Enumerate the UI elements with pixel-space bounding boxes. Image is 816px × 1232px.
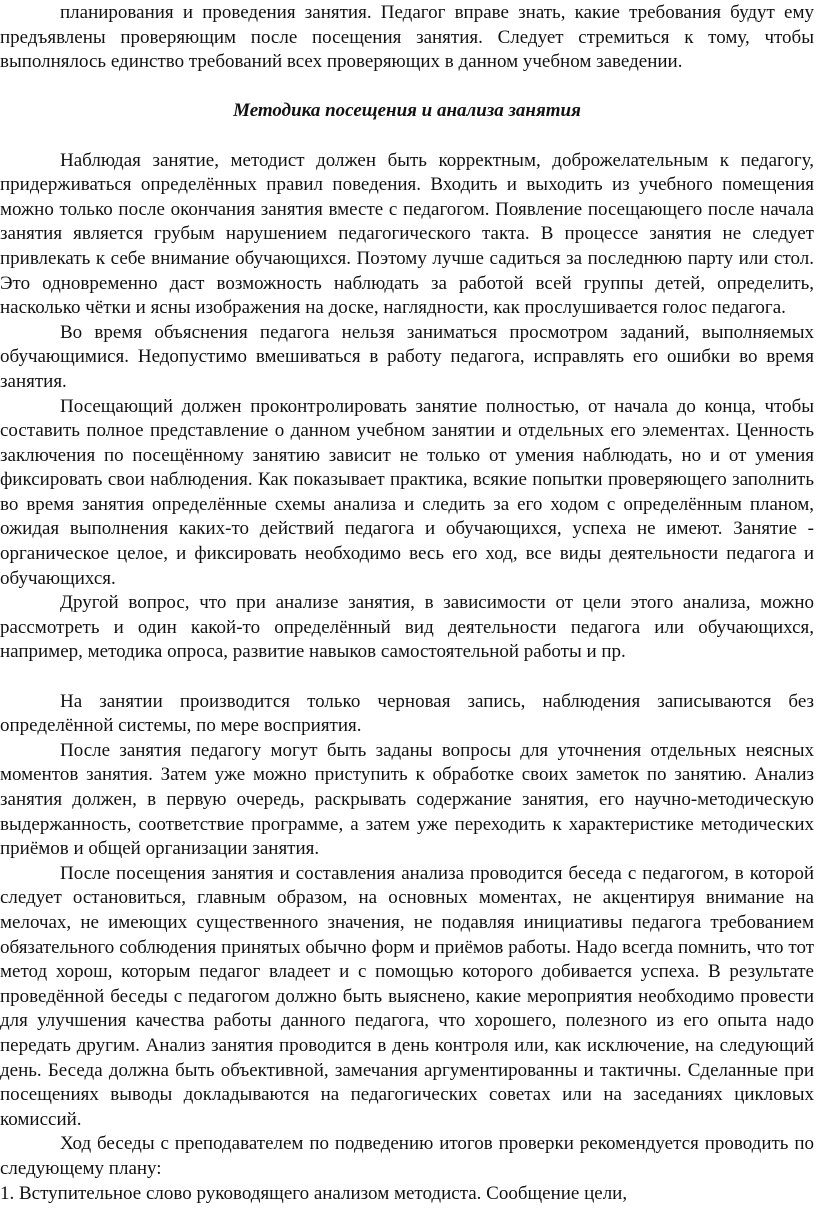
paragraph-observing-conduct: Наблюдая занятие, методист должен быть корректным, доброжелательным к педагогу, придерживаться определённых правил поведения. Входить и выходить из учебного помещения можно только после окончания занятия вместе с педагогом. Появление посещающего после начала занятия является грубым нарушением педагогического такта. В процессе занятия не следует привлекать к себе внимание обучающихся. Поэтому лучше садиться за последнюю парту или стол. Это одновременно даст возможность наблюдать за работой всей группы детей, определить, насколько чётки и ясны изображения на доске, наглядности, как прослушивается голос педагога. [0, 149, 814, 319]
spacer [0, 665, 814, 690]
intro-paragraph: планирования и проведения занятия. Педагог вправе знать, какие требования будут ему предъявлены проверяющим после посещения занятия. Следует стремиться к тому, чтобы выполнялось единство требований всех проверяющих в данном учебном заведении. [0, 2, 814, 73]
paragraph-conversation-plan: Ход беседы с преподавателем по подведению итогов проверки рекомендуется проводить по следующему плану: [0, 1133, 814, 1179]
paragraph-after-lesson: После занятия педагогу могут быть заданы вопросы для уточнения отдельных неясных моментов занятия. Затем уже можно приступить к обработке своих заметок по занятию. Анализ занятия должен, в первую очередь, раскрывать содержание занятия, его научно-методическую выдержанность, соответствие программе, а затем уже переходить к характеристике методических приёмов и общей организации занятия. [0, 739, 814, 860]
list-item-1: 1. Вступительное слово руководящего анализом методиста. Сообщение цели, [0, 1182, 628, 1204]
spacer [0, 75, 814, 100]
paragraph-other-question: Другой вопрос, что при анализе занятия, в зависимости от цели этого анализа, можно рассмотреть и один какой-то определённый вид деятельности педагога или обучающихся, например, методика опроса, развитие навыков самостоятельной работы и пр. [0, 592, 814, 663]
paragraph-full-control: Посещающий должен проконтролировать занятие полностью, от начала до конца, чтобы составить полное представление о данном учебном занятии и отдельных его элементах. Ценность заключения по посещённому занятию зависит не только от умения наблюдать, но и от умения фиксировать свои наблюдения. Как показывает практика, всякие попытки проверяющего заполнить во время занятия определённые схемы анализа и следить за его ходом с определённым планом, ожидая выполнения каких-то действий педагога и обучающихся, успеха не имеют. Занятие - органическое целое, и фиксировать необходимо весь его ход, все виды деятельности педагога и обучающихся. [0, 395, 814, 589]
paragraph-explanation-time: Во время объяснения педагога нельзя заниматься просмотром заданий, выполняемых обучающимися. Недопустимо вмешиваться в работу педагога, исправлять его ошибки во время занятия. [0, 321, 814, 392]
section-heading: Методика посещения и анализа занятия [233, 100, 581, 122]
paragraph-draft-notes: На занятии производится только черновая запись, наблюдения записываются без определённой системы, по мере восприятия. [0, 690, 814, 737]
paragraph-conversation: После посещения занятия и составления анализа проводится беседа с педагогом, в которой следует остановиться, главным образом, на основных моментах, не акцентируя внимание на мелочах, не имеющих существенного значения, не подавляя инициативы педагога требованием обязательного соблюдения принятых обычно форм и приёмов работы. Надо всегда помнить, что тот метод хорош, которым педагог владеет и с помощью которого добивается успеха. В результате проведённой беседы с педагогом должно быть выяснено, какие мероприятия необходимо провести для улучшения качества работы данного педагога, что хорошего, полезного из его опыта надо передать другим. Анализ занятия проводится в день контроля или, как исключение, на следующий день. Беседа должна быть объективной, замечания аргументированны и тактичны. Сделанные при посещениях выводы докладываются на педагогических советах или на заседаниях цикловых комиссий. [0, 862, 814, 1130]
spacer [0, 124, 814, 149]
